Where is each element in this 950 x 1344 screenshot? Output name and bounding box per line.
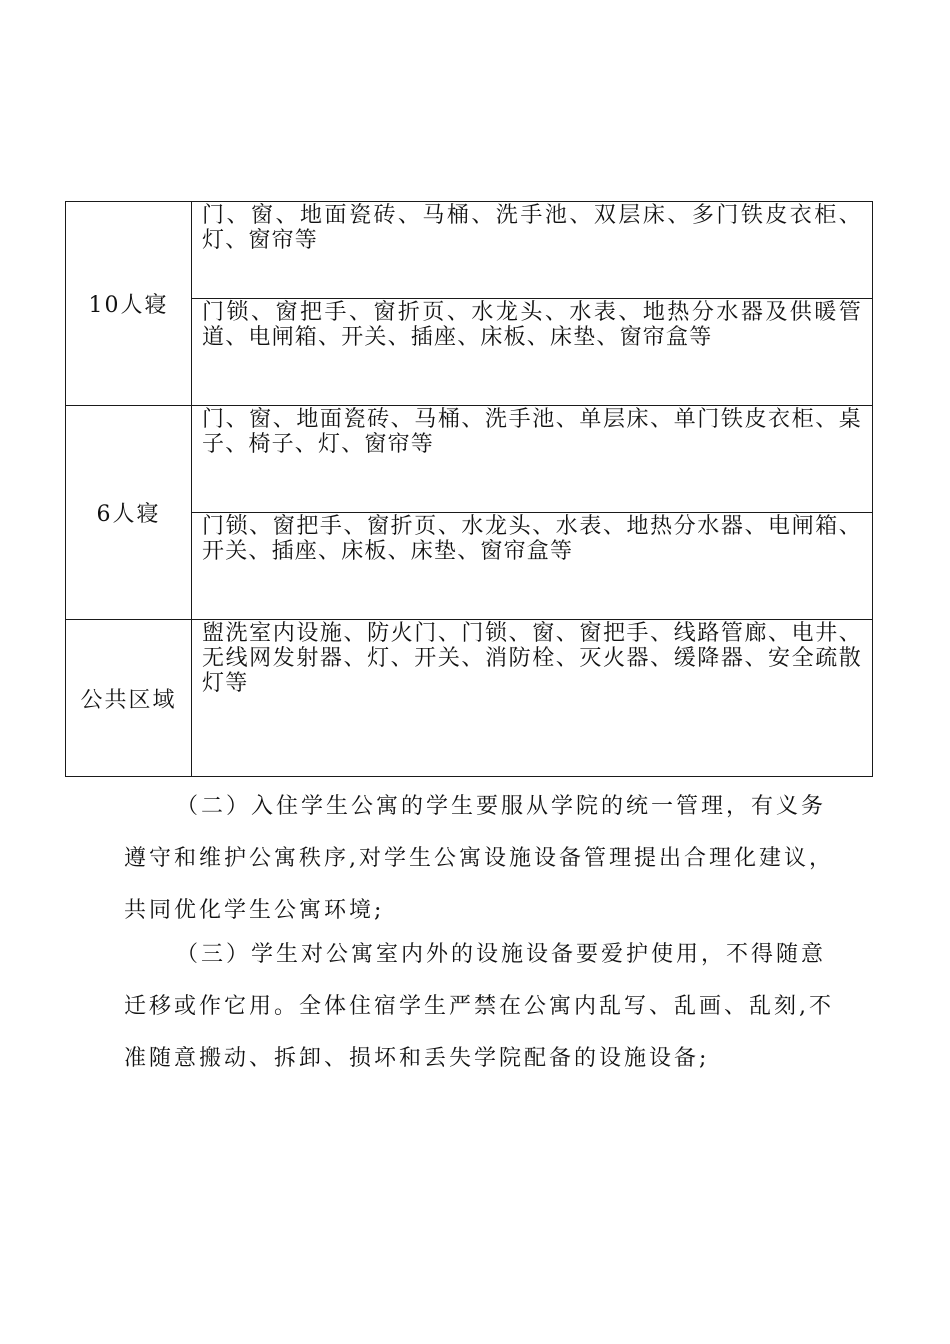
room-type-cell (66, 202, 192, 406)
facility-items-text: 门锁、窗把手、窗折页、水龙头、水表、地热分水器及供暖管道、电闸箱、开关、插座、床板、床垫、窗帘盒等 (202, 300, 862, 350)
facility-items-cell (192, 513, 873, 620)
facility-items-text: 门锁、窗把手、窗折页、水龙头、水表、地热分水器、电闸箱、开关、插座、床板、床垫、窗帘盒等 (202, 514, 862, 564)
facility-items-cell (192, 620, 873, 777)
paragraph-item-2: （二）入住学生公寓的学生要服从学院的统一管理，有义务遵守和维护公寓秩序,对学生公寓设施设备管理提出合理化建议，共同优化学生公寓环境; (124, 794, 834, 923)
room-type-cell (66, 406, 192, 620)
room-type-label: 6人寝 (96, 502, 161, 527)
table-row (66, 202, 873, 299)
facility-table (65, 201, 873, 777)
facility-items-text: 门、窗、地面瓷砖、马桶、洗手池、单层床、单门铁皮衣柜、桌子、椅子、灯、窗帘等 (202, 407, 862, 457)
room-type-label: 10人寝 (88, 293, 169, 318)
room-type-cell (66, 620, 192, 777)
paragraph-item-3: （三）学生对公寓室内外的设施设备要爱护使用，不得随意迁移或作它用。全体住宿学生严禁在公寓内乱写、乱画、乱刻,不准随意搬动、拆卸、损坏和丢失学院配备的设施设备; (124, 942, 834, 1071)
facility-items-text: 门、窗、地面瓷砖、马桶、洗手池、双层床、多门铁皮衣柜、灯、窗帘等 (202, 203, 862, 253)
facility-items-cell (192, 299, 873, 406)
facility-items-text: 盥洗室内设施、防火门、门锁、窗、窗把手、线路管廊、电井、无线网发射器、灯、开关、消防栓、灭火器、缓降器、安全疏散灯等 (202, 621, 862, 696)
facility-items-cell (192, 406, 873, 513)
facility-items-cell (192, 202, 873, 299)
room-type-label: 公共区域 (80, 687, 177, 713)
table-row (66, 620, 873, 777)
table-row (66, 406, 873, 513)
